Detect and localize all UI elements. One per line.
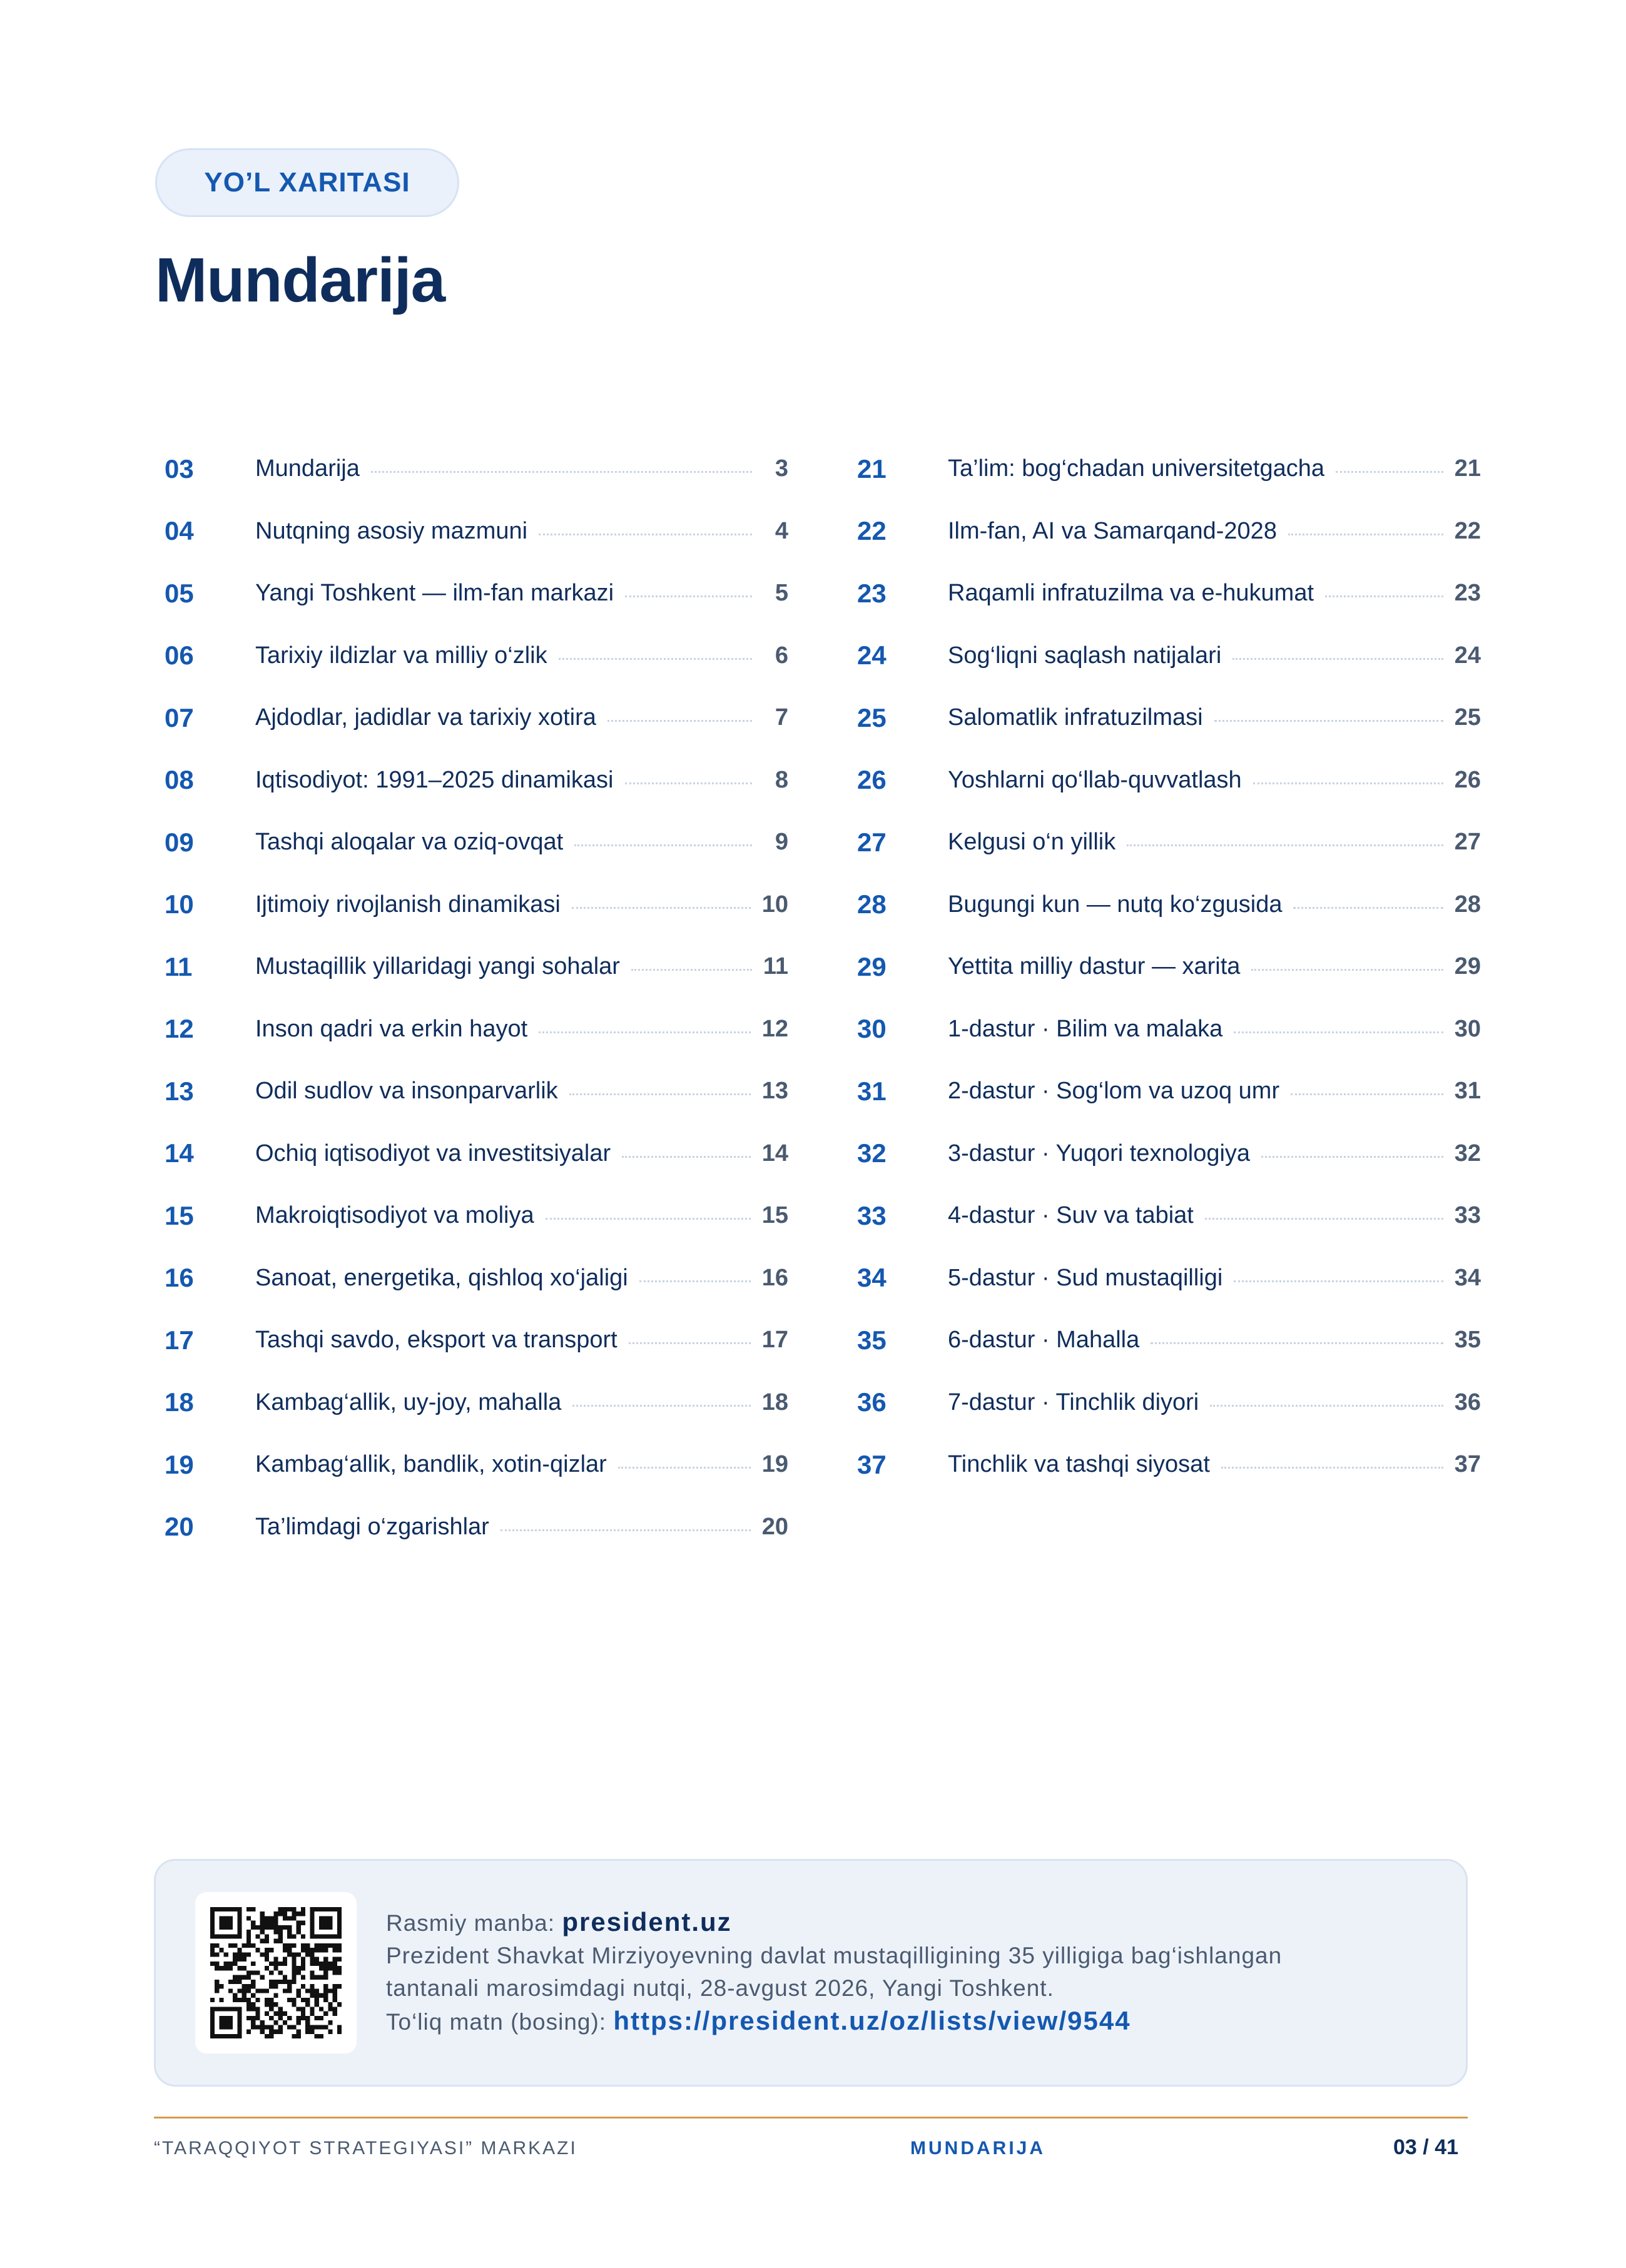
toc-entry-page: 10 (761, 891, 788, 918)
toc-entry-page: 9 (775, 829, 788, 856)
page-title: Mundarija (155, 245, 445, 315)
toc-entry-label: Tashqi savdo, eksport va transport (255, 1327, 617, 1354)
toc-leader-dots (625, 595, 752, 597)
toc-leader-dots (1234, 1280, 1443, 1282)
toc-leader-dots (1291, 1093, 1443, 1095)
toc-entry[interactable] (857, 500, 1481, 563)
toc-entry-number: 21 (857, 453, 887, 483)
toc-entry-page: 36 (1454, 1389, 1481, 1415)
toc-entry-label: Yangi Toshkent — ilm-fan markazi (255, 580, 614, 607)
toc-entry-number: 33 (857, 1200, 887, 1230)
toc-entry-page: 15 (761, 1202, 788, 1229)
toc-entry-page: 8 (775, 766, 788, 793)
toc-entry-label: 4-dastur · Suv va tabiat (948, 1202, 1194, 1229)
toc-entry-label: Yettita milliy dastur — xarita (948, 953, 1241, 980)
toc-entry-label: Tashqi aloqalar va oziq-ovqat (255, 829, 564, 856)
source-text (386, 1906, 1437, 2038)
toc-entry[interactable] (165, 500, 788, 563)
toc-entry-page: 6 (775, 642, 788, 669)
toc-entry-number: 09 (165, 827, 194, 857)
toc-entry-number: 19 (165, 1449, 194, 1479)
toc-leader-dots (631, 969, 752, 971)
toc-leader-dots (1127, 844, 1443, 846)
toc-entry-number: 18 (165, 1387, 194, 1417)
toc-entry[interactable] (857, 1247, 1481, 1310)
toc-entry-page: 18 (761, 1389, 788, 1415)
toc-entry[interactable] (165, 1060, 788, 1123)
toc-leader-dots (569, 1093, 751, 1095)
toc-entry[interactable] (857, 625, 1481, 687)
toc-entry-label: 2-dastur · Sog‘lom va uzoq umr (948, 1078, 1280, 1105)
toc-entry-label: Bugungi kun — nutq ko‘zgusida (948, 891, 1283, 918)
toc-entry[interactable] (857, 438, 1481, 500)
toc-entry-number: 30 (857, 1014, 887, 1044)
toc-leader-dots (1151, 1342, 1443, 1344)
toc-entry-label: Iqtisodiyot: 1991–2025 dinamikasi (255, 766, 614, 793)
toc-entry[interactable] (165, 1185, 788, 1247)
toc-entry[interactable] (165, 1247, 788, 1310)
toc-entry-label: Nutqning asosiy mazmuni (255, 517, 528, 544)
toc-leader-dots (607, 720, 752, 722)
toc-entry-label: Yoshlarni qo‘llab-quvvatlash (948, 766, 1242, 793)
toc-entry-label: 5-dastur · Sud mustaqilligi (948, 1264, 1223, 1291)
toc-entry-label: Kambag‘allik, bandlik, xotin-qizlar (255, 1451, 607, 1478)
toc-entry-page: 23 (1454, 580, 1481, 607)
toc-leader-dots (572, 1405, 750, 1407)
toc-entry-number: 16 (165, 1263, 194, 1293)
toc-entry-number: 23 (857, 578, 887, 608)
toc-leader-dots (622, 1156, 751, 1158)
toc-leader-dots (539, 1031, 751, 1033)
toc-entry-page: 27 (1454, 829, 1481, 856)
toc-entry-number: 10 (165, 889, 194, 919)
toc-entry-page: 19 (761, 1451, 788, 1478)
toc-entry-page: 16 (761, 1264, 788, 1291)
toc-entry[interactable] (165, 562, 788, 625)
toc-entry-number: 37 (857, 1449, 887, 1479)
toc-entry-number: 34 (857, 1263, 887, 1293)
qr-code-icon (210, 1907, 342, 2038)
toc-entry-page: 3 (775, 455, 788, 482)
toc-entry-page: 29 (1454, 953, 1481, 980)
toc-entry[interactable] (165, 874, 788, 936)
source-site: president.uz (562, 1907, 732, 1936)
toc-entry-number: 31 (857, 1076, 887, 1106)
footer-section: MUNDARIJA (910, 2138, 1045, 2159)
toc-entry-page: 35 (1454, 1327, 1481, 1354)
toc-entry-label: Ijtimoiy rivojlanish dinamikasi (255, 891, 561, 918)
full-text-label: To‘liq matn (bosing): (386, 2009, 607, 2035)
toc-entry-label: Ajdodlar, jadidlar va tarixiy xotira (255, 704, 596, 731)
toc-entry-number: 08 (165, 765, 194, 795)
toc-leader-dots (1336, 471, 1443, 473)
toc-entry-page: 7 (775, 704, 788, 731)
toc-entry-label: Salomatlik infratuzilmasi (948, 704, 1203, 731)
source-description-line-2: tantanali marosimdagi nutqi, 28-avgust 2026, Yangi Toshkent. (386, 1975, 1054, 2001)
toc-entry[interactable] (165, 749, 788, 812)
toc-entry-label: Kelgusi o‘n yillik (948, 829, 1116, 856)
toc-leader-dots (629, 1342, 751, 1344)
toc-leader-dots (618, 1467, 751, 1469)
toc-entry-label: Makroiqtisodiyot va moliya (255, 1202, 534, 1229)
section-badge: YO’L XARITASI (155, 148, 459, 217)
toc-entry-page: 26 (1454, 766, 1481, 793)
toc-leader-dots (1214, 720, 1443, 722)
toc-entry-number: 11 (165, 951, 193, 981)
toc-leader-dots (625, 782, 753, 784)
toc-leader-dots (1234, 1031, 1443, 1033)
toc-entry-page: 31 (1454, 1078, 1481, 1105)
footer-divider (154, 2117, 1468, 2119)
toc-entry-number: 05 (165, 578, 194, 608)
toc-entry-page: 14 (761, 1140, 788, 1167)
source-heading (386, 1906, 1437, 1940)
toc-entry[interactable] (857, 1185, 1481, 1247)
toc-leader-dots (1293, 907, 1443, 909)
toc-entry-number: 26 (857, 765, 887, 795)
toc-entry[interactable] (857, 1309, 1481, 1372)
toc-entry-label: Mustaqillik yillaridagi yangi sohalar (255, 953, 620, 980)
toc-entry-number: 04 (165, 516, 194, 546)
toc-entry[interactable] (857, 998, 1481, 1061)
toc-entry-page: 11 (763, 953, 788, 980)
toc-entry[interactable] (165, 811, 788, 874)
toc-entry-label: 3-dastur · Yuqori texnologiya (948, 1140, 1251, 1167)
toc-entry-page: 32 (1454, 1140, 1481, 1167)
toc-entry[interactable] (165, 1123, 788, 1185)
toc-entry-number: 12 (165, 1014, 194, 1044)
toc-entry-page: 5 (775, 580, 788, 607)
toc-leader-dots (1253, 782, 1443, 784)
toc-column-left (165, 438, 788, 1558)
toc-entry-label: 7-dastur · Tinchlik diyori (948, 1389, 1199, 1415)
source-url-link[interactable]: https://president.uz/oz/lists/view/9544 (613, 2006, 1131, 2035)
qr-code-card[interactable] (195, 1892, 357, 2053)
toc-entry-label: Raqamli infratuzilma va e-hukumat (948, 580, 1314, 607)
toc-leader-dots (371, 471, 752, 473)
toc-leader-dots (1232, 658, 1443, 660)
toc-leader-dots (572, 907, 751, 909)
toc-entry[interactable] (165, 936, 788, 998)
toc-entry-page: 24 (1454, 642, 1481, 669)
footer-page-number: 03 / 41 (1393, 2135, 1458, 2159)
toc-entry-page: 13 (761, 1078, 788, 1105)
toc-leader-dots (546, 1218, 751, 1220)
toc-entry-page: 34 (1454, 1264, 1481, 1291)
toc-entry-page: 12 (761, 1015, 788, 1042)
toc-entry-number: 24 (857, 640, 887, 671)
toc-entry-page: 4 (775, 517, 788, 544)
toc-entry-label: Mundarija (255, 455, 360, 482)
toc-leader-dots (1210, 1405, 1443, 1407)
toc-entry-label: Tarixiy ildizlar va milliy o‘zlik (255, 642, 547, 669)
toc-entry-number: 29 (857, 951, 887, 981)
toc-entry[interactable] (857, 687, 1481, 749)
toc-leader-dots (1288, 534, 1443, 535)
toc-entry-number: 25 (857, 702, 887, 732)
toc-leader-dots (501, 1529, 751, 1531)
toc-entry-label: Ilm-fan, AI va Samarqand-2028 (948, 517, 1277, 544)
toc-entry-page: 28 (1454, 891, 1481, 918)
toc-entry[interactable] (165, 687, 788, 749)
source-full-text (386, 2005, 1437, 2038)
toc-entry-label: 1-dastur · Bilim va malaka (948, 1015, 1223, 1042)
toc-entry-page: 20 (761, 1513, 788, 1540)
toc-entry[interactable] (857, 874, 1481, 936)
toc-entry-number: 15 (165, 1200, 194, 1230)
toc-entry-page: 30 (1454, 1015, 1481, 1042)
toc-column-right (857, 438, 1481, 1496)
toc-entry-number: 32 (857, 1138, 887, 1168)
toc-entry[interactable] (857, 811, 1481, 874)
source-label: Rasmiy manba: (386, 1910, 556, 1936)
toc-entry-label: Inson qadri va erkin hayot (255, 1015, 528, 1042)
toc-entry[interactable] (857, 936, 1481, 998)
toc-entry[interactable] (857, 1123, 1481, 1185)
toc-leader-dots (574, 844, 752, 846)
toc-leader-dots (1221, 1467, 1443, 1469)
toc-entry-page: 17 (761, 1327, 788, 1354)
source-panel (154, 1859, 1468, 2087)
toc-entry-label: Sog‘liqni saqlash natijalari (948, 642, 1222, 669)
toc-entry-page: 25 (1454, 704, 1481, 731)
toc-leader-dots (1325, 595, 1443, 597)
toc-entry-label: Ta’lim: bog‘chadan universitetgacha (948, 455, 1325, 482)
toc-entry[interactable] (165, 998, 788, 1061)
toc-entry-number: 27 (857, 827, 887, 857)
toc-entry[interactable] (165, 1372, 788, 1434)
toc-entry[interactable] (857, 1372, 1481, 1434)
toc-entry[interactable] (165, 1309, 788, 1372)
toc-leader-dots (559, 658, 752, 660)
toc-entry[interactable] (165, 1434, 788, 1496)
toc-entry-number: 07 (165, 702, 194, 732)
toc-entry-number: 03 (165, 453, 194, 483)
toc-entry-number: 06 (165, 640, 194, 671)
toc-entry[interactable] (857, 562, 1481, 625)
toc-leader-dots (1251, 969, 1443, 971)
toc-entry-number: 13 (165, 1076, 194, 1106)
toc-entry-label: Ochiq iqtisodiyot va investitsiyalar (255, 1140, 611, 1167)
toc-entry-label: Tinchlik va tashqi siyosat (948, 1451, 1210, 1478)
toc-entry-page: 33 (1454, 1202, 1481, 1229)
toc-leader-dots (639, 1280, 751, 1282)
toc-entry-number: 17 (165, 1325, 194, 1355)
toc-entry-label: Sanoat, energetika, qishloq xo‘jaligi (255, 1264, 628, 1291)
toc-leader-dots (1261, 1156, 1443, 1158)
toc-entry-number: 14 (165, 1138, 194, 1168)
toc-entry-number: 36 (857, 1387, 887, 1417)
toc-entry[interactable] (857, 1060, 1481, 1123)
toc-entry-number: 22 (857, 516, 887, 546)
toc-entry[interactable] (165, 438, 788, 500)
toc-entry-label: 6-dastur · Mahalla (948, 1327, 1140, 1354)
toc-entry-label: Kambag‘allik, uy-joy, mahalla (255, 1389, 562, 1415)
toc-entry-page: 37 (1454, 1451, 1481, 1478)
toc-entry[interactable] (165, 1496, 788, 1559)
toc-leader-dots (1205, 1218, 1443, 1220)
source-description-line-1: Prezident Shavkat Mirziyoyevning davlat mustaqilligining 35 yilligiga bag‘ishlangan (386, 1943, 1283, 1968)
toc-leader-dots (539, 534, 752, 535)
toc-entry-label: Ta’limdagi o‘zgarishlar (255, 1513, 489, 1540)
toc-entry[interactable] (165, 625, 788, 687)
toc-entry[interactable] (857, 749, 1481, 812)
toc-entry-number: 35 (857, 1325, 887, 1355)
toc-entry-page: 21 (1454, 455, 1481, 482)
toc-entry-number: 28 (857, 889, 887, 919)
toc-entry-label: Odil sudlov va insonparvarlik (255, 1078, 558, 1105)
toc-entry-page: 22 (1454, 517, 1481, 544)
toc-entry[interactable] (857, 1434, 1481, 1496)
toc-entry-number: 20 (165, 1512, 194, 1542)
footer-organization: “TARAQQIYOT STRATEGIYASI” MARKAZI (154, 2138, 577, 2159)
